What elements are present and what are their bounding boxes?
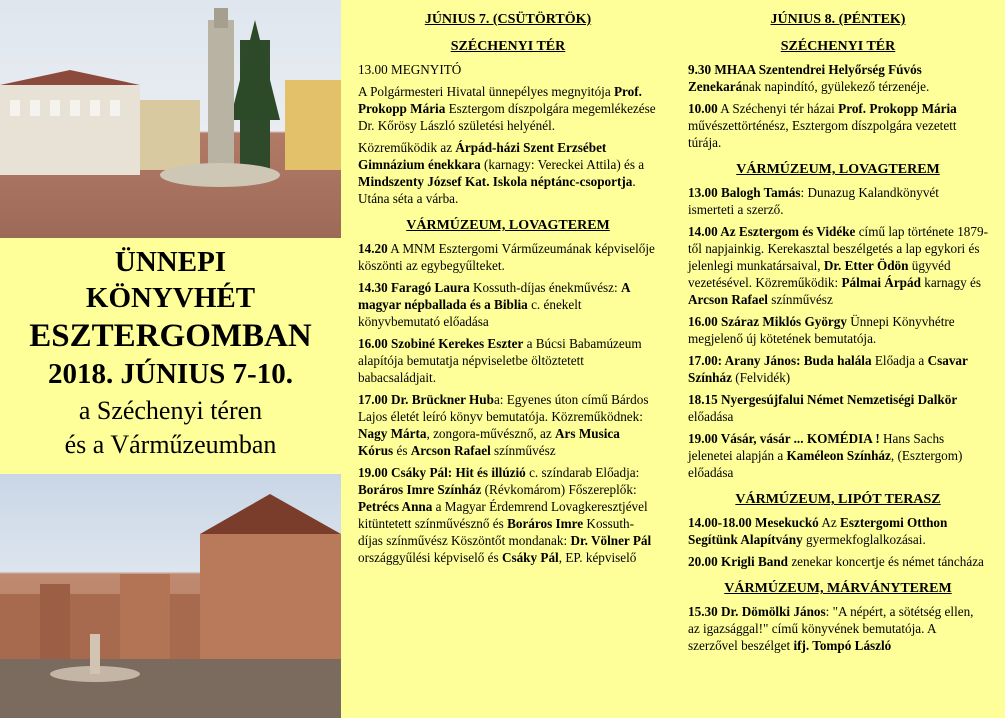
event-text: 16.00 Száraz Miklós György xyxy=(688,314,847,329)
event-item xyxy=(688,223,988,308)
event-text: Kaméleon Színház xyxy=(786,448,891,463)
poster-title xyxy=(0,238,341,474)
event-text: Boráros Imre xyxy=(507,516,584,531)
event-text: 13.00 MEGNYITÓ xyxy=(358,62,462,77)
event-text: . Utána séta a várba. xyxy=(358,174,636,206)
schedule-day-1 xyxy=(358,0,658,571)
title-line-4: 2018. JÚNIUS 7-10. xyxy=(48,358,293,390)
event-item xyxy=(688,184,988,218)
event-text: nak napindító, gyülekező térzenéje. xyxy=(742,79,930,94)
event-text: 13.00 Balogh Tamás xyxy=(688,185,801,200)
event-item xyxy=(688,61,988,95)
event-text: Közreműködik az xyxy=(358,140,456,155)
event-text: Petrécs Anna xyxy=(358,499,433,514)
event-text: Ars Musica Kórus xyxy=(358,426,620,458)
event-text: 19.00 Csáky Pál: Hit és illúzió xyxy=(358,465,526,480)
event-item xyxy=(358,83,658,134)
event-text: (Révkomárom) Főszereplők: xyxy=(481,482,637,497)
day-heading: JÚNIUS 8. (PÉNTEK) xyxy=(770,12,906,27)
event-item xyxy=(688,100,988,151)
event-text: és xyxy=(393,443,411,458)
event-text: A MNM Esztergomi Várműzeumának képviselője köszönti az egybegyűlteket. xyxy=(358,241,655,273)
event-text: 15.30 Dr. Dömölki János xyxy=(688,604,826,619)
event-text: előadása xyxy=(688,409,734,424)
venue-heading: VÁRMÚZEUM, LIPÓT TERASZ xyxy=(735,492,941,507)
event-text: Mindszenty József Kat. Iskola néptánc-csoportja xyxy=(358,174,633,189)
photo-szechenyi-square xyxy=(0,0,341,238)
schedule-day-2 xyxy=(688,0,988,659)
event-item xyxy=(688,352,988,386)
event-item xyxy=(358,240,658,274)
event-item xyxy=(688,514,988,548)
event-text: Hans Sachs jelenetei alapján a xyxy=(688,431,945,463)
event-item xyxy=(688,553,988,570)
title-line-2: KÖNYVHÉT xyxy=(85,282,256,314)
event-text: Boráros Imre Színház xyxy=(358,482,482,497)
event-text: Arcson Rafael xyxy=(410,443,491,458)
event-text: (Felvidék) xyxy=(731,370,791,385)
event-item xyxy=(358,391,658,459)
event-text: 14.00 Az Esztergom és Vidéke xyxy=(688,224,856,239)
event-text: 10.00 xyxy=(688,101,718,116)
event-text: 19.00 Vásár, vásár ... KOMÉDIA ! xyxy=(688,431,880,446)
event-item xyxy=(688,430,988,481)
event-text: , (Esztergom) előadása xyxy=(688,448,963,480)
event-text: a Magyar Érdemrend Lovagkeresztjével kitüntetett színművésznő és xyxy=(358,499,648,531)
event-text: za xyxy=(972,554,984,569)
event-text: színművész xyxy=(490,443,556,458)
event-text: , zongora-művésznő, az xyxy=(426,426,556,441)
photo-castle-museum xyxy=(0,474,341,718)
event-text: 20.00 Krigli Band xyxy=(688,554,789,569)
event-text: Árpád-házi Szent Erzsébet Gimnázium énekkara xyxy=(358,140,607,172)
venue-heading: VÁRMÚZEUM, LOVAGTEREM xyxy=(406,218,610,233)
event-text: 17.00: Arany János: Buda halála xyxy=(688,353,872,368)
subtitle-line-1: a Széchenyi téren xyxy=(78,396,263,425)
event-text: művészettörténész, Esztergom díszpolgára vezetett túrája. xyxy=(688,118,957,150)
event-text: Kossuth-díjas színművész Köszöntőt mondanak: xyxy=(358,516,635,548)
event-text: Csáky Pál xyxy=(501,550,559,565)
event-text: Csavar Színház xyxy=(688,353,968,385)
event-text: karnagy és xyxy=(920,275,981,290)
event-item xyxy=(358,335,658,386)
event-item xyxy=(358,61,658,78)
event-text: 18.15 Nyergesújfalui Német Nemzetiségi Dalkör xyxy=(688,392,958,407)
event-text: Esztergomi Otthon Segítünk Alapítvány xyxy=(688,515,948,547)
event-text: (karnagy: Vereckei Attila) és a xyxy=(480,157,645,172)
event-text: A magyar népballada és a Biblia xyxy=(358,280,630,312)
event-text: Pálmai Árpád xyxy=(841,275,921,290)
event-text: , EP. képviselő xyxy=(558,550,637,565)
event-text: Előadja a xyxy=(871,353,928,368)
event-text: Ünnepi Könyvhétre megjelenő új kötetének bemutatója. xyxy=(688,314,955,346)
event-text: 9.30 MHAA Szentendrei Helyőrség Fúvós Zenekará xyxy=(688,62,922,94)
day-heading: JÚNIUS 7. (CSÜTÖRTÖK) xyxy=(424,12,592,27)
event-text: országgyűlési képviselő és xyxy=(358,550,502,565)
event-text: c. színdarab Előadja: xyxy=(525,465,640,480)
event-item xyxy=(358,279,658,330)
event-text: 14.00-18.00 Mesekuckó xyxy=(688,515,819,530)
event-text: 17.00 Dr. Brückner Hub xyxy=(358,392,494,407)
venue-heading: SZÉCHENYI TÉR xyxy=(450,39,566,54)
event-text: 14.30 Faragó Laura xyxy=(358,280,470,295)
event-item xyxy=(688,313,988,347)
event-text: c. énekelt könyvbemutató előadása xyxy=(358,297,582,329)
event-text: Esztergom díszpolgára megemlékezése Dr. Kőrösy László születési helyénél. xyxy=(358,101,656,133)
event-text: : "A népért, a sötétség ellen, az igazsággal!" című könyvének bemutatója. A szerzővel beszélget xyxy=(688,604,974,653)
venue-heading: VÁRMÚZEUM, MÁRVÁNYTEREM xyxy=(724,581,952,596)
event-text: : Dunazug Kalandkönyvét ismerteti a szerző. xyxy=(688,185,939,217)
event-text: című lap története 1879-től napjainkig. Kerekasztal beszélgetés a lap egykori és jelenlegi munkatársaival, xyxy=(688,224,988,273)
left-column xyxy=(0,0,341,718)
event-text: 16.00 Szobiné Kerekes Eszter xyxy=(358,336,524,351)
event-text: gyermekfoglalkozásai. xyxy=(802,532,926,547)
event-text: Az xyxy=(818,515,841,530)
event-text: Arcson Rafael xyxy=(688,292,768,307)
event-text: Dr. Etter Ödön xyxy=(823,258,909,273)
event-text: ifj. Tompó László xyxy=(793,638,892,653)
event-text: A Széchenyi tér házai xyxy=(717,101,839,116)
event-text: 14.20 xyxy=(358,241,388,256)
title-line-3: ESZTERGOMBAN xyxy=(29,318,312,354)
event-item xyxy=(358,464,658,566)
event-text: zenekar koncertje és német tánchá xyxy=(788,554,973,569)
event-text: Prof. Prokopp Mária xyxy=(358,84,642,116)
event-item xyxy=(688,603,988,654)
event-text: Prof. Prokopp Mária xyxy=(838,101,957,116)
event-text: Nagy Márta xyxy=(358,426,427,441)
event-text: A Polgármesteri Hivatal ünnepélyes megnyitója xyxy=(358,84,614,99)
subtitle-line-2: és a Várműzeumban xyxy=(64,430,277,459)
event-item xyxy=(358,139,658,207)
venue-heading: VÁRMÚZEUM, LOVAGTEREM xyxy=(736,162,940,177)
event-text: színművész xyxy=(767,292,833,307)
event-text: ügyvéd vezetésével. Közreműködik: xyxy=(688,258,951,290)
event-text: a Búcsi Babamúzeum alapítója bemutatja népviseletbe öltöztetett babacsaládjait. xyxy=(358,336,642,385)
event-text: a: Egyenes úton című Bárdos Lajos életét leíró könyv bemutatója. Közreműködnek: xyxy=(358,392,649,424)
event-item xyxy=(688,391,988,425)
title-line-1: ÜNNEPI xyxy=(114,246,227,278)
venue-heading: SZÉCHENYI TÉR xyxy=(780,39,896,54)
event-text: Kossuth-díjas énekművész: xyxy=(469,280,621,295)
event-text: Dr. Völner Pál xyxy=(570,533,652,548)
